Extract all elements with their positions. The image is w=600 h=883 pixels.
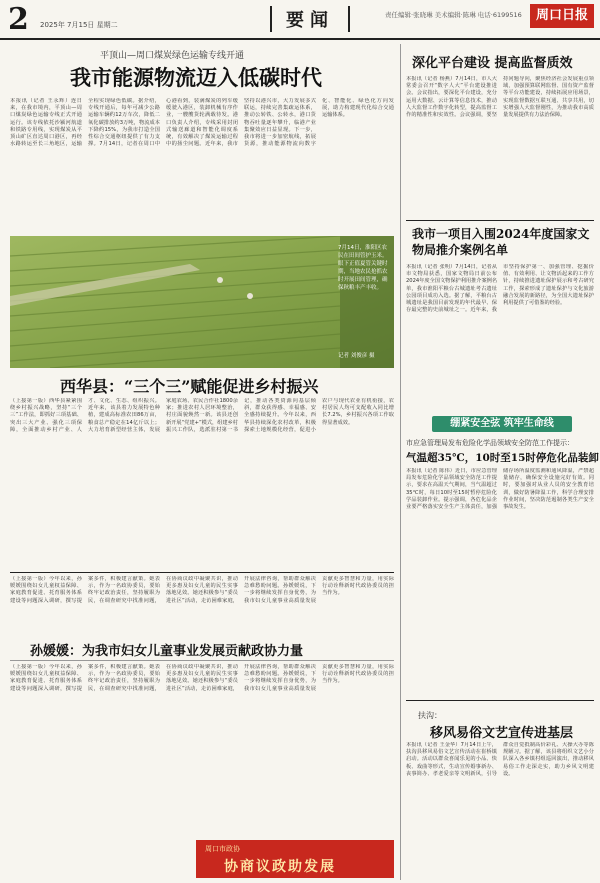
- section-title: 要闻: [270, 6, 350, 32]
- right2-article-body: 本报讯（记者 张明）7月14日，记者从市文物局获悉，国家文物局日前公布2024年度全国文物保护利用推介案例名单，我市淮阳平粮台古城遗址考古遗址公园项目成功入选。据了解，平粮台古城遗址是我国目前发现的年代最早、保存最完整的史前城址之一。近年来，我市坚持保护第一、加强管理、挖掘价值、有效利用、让文物活起来的工作方针，持续推进遗址保护展示和考古研究工作，探索形成了遗址保护与文化旅游融合发展的新路径，为全国大遗址保护利用提供了可借鉴的经验。: [406, 264, 594, 314]
- editor-credits: 责任编辑·张晓琳 美术编辑·陈琳 电话·6199516: [385, 11, 522, 19]
- sun-divider: [10, 660, 394, 661]
- divider-line: [10, 572, 394, 573]
- right-divider-2: [406, 700, 594, 701]
- farm-field-photo: [10, 236, 394, 368]
- newspaper-logo: 周口日报: [530, 4, 594, 28]
- sun-article-intro: （上接第一版）今年以来，孙媛媛围绕妇女儿童权益保障、家庭教育促进、托育服务体系建设等问题深入调研，撰写提案多件，积极建言献策。她表示，作为一名政协委员，要始终牢记政治责任，坚持履职为民，在调查研究中找准问题，在协商议政中凝聚共识，推动更多惠及妇女儿童的民生实事落地见效。她还积极参与“委员进社区”活动，走访困难家庭，开展法律咨询，帮助群众解决急难愁盼问题。孙媛媛说，下一步将继续发挥自身优势，为我市妇女儿童事业高质量发展贡献更多智慧和力量，用实际行动诠释新时代政协委员的担当作为。: [10, 576, 394, 604]
- cppcc-badge: 周口市政协: [205, 845, 240, 853]
- right4-headline: 移风易俗文艺宣传进基层: [430, 726, 574, 741]
- right4-kicker: 扶沟：: [418, 711, 442, 720]
- photo-credit: 记者 刘俊彦 摄: [338, 353, 375, 359]
- right1-article-body: 本报讯（记者 杨燕）7月14日，市人大常委会召开“数字人大”平台建设推进会。会议指出，要深化平台建设，充分运用大数据、云计算等信息技术，推动人大监督工作数字化转型，提高监督工作的精准性和实效性。会议强调，要坚持问题导向，聚焦经济社会发展重点领域，加强预算联网监督、国有资产监督等平台功能建设，持续拓展应用场景，实现监督数据互联互通、共享共用，切实增强人大监督刚性，为推动我市高质量发展提供有力法治保障。: [406, 76, 594, 119]
- column-divider: [400, 44, 401, 880]
- cppcc-slogan: 协商议政助发展: [224, 859, 336, 875]
- xihua-headline: 西华县：“三个三”赋能促进乡村振兴: [60, 377, 319, 396]
- right-divider-1: [406, 220, 594, 221]
- right3-kicker: 市应急管理局发布危险化学品领域安全防范工作提示：: [406, 439, 574, 447]
- right1-headline: 深化平台建设 提高监督质效: [412, 56, 573, 71]
- xihua-article-body: （上接第一版）西华县紧紧围绕乡村振兴战略，坚持“三个三”工作法，即抓好三项基础、突出三大产业、强化三项保障，全面推动乡村产业、人才、文化、生态、组织振兴。近年来，该县着力发展特色种植，建成高标准农田86万亩，粮食总产稳定在14亿斤以上；大力培育新型经营主体，发展家庭农场、农民合作社1800余家；推进农村人居环境整治，村庄面貌焕然一新。该县还创新开展“党建+”模式，组建乡村振兴工作队，选派驻村第一书记，推动各类资源向基层倾斜，群众获得感、幸福感、安全感持续提升。今年以来，西华县持续深化农村改革，积极探索土地规模化经营，促进小农户与现代农业有机衔接，农村居民人均可支配收入同比增长7.2%，乡村振兴各项工作取得显著成效。: [10, 398, 394, 433]
- sun-article-body: （上接第一版）今年以来，孙媛媛围绕妇女儿童权益保障、家庭教育促进、托育服务体系建设等问题深入调研，撰写提案多件，积极建言献策。她表示，作为一名政协委员，要始终牢记政治责任，坚持履职为民，在调查研究中找准问题，在协商议政中凝聚共识，推动更多惠及妇女儿童的民生实事落地见效。她还积极参与“委员进社区”活动，走访困难家庭，开展法律咨询，帮助群众解决急难愁盼问题。孙媛媛说，下一步将继续发挥自身优势，为我市妇女儿童事业高质量发展贡献更多智慧和力量，用实际行动诠释新时代政协委员的担当作为。: [10, 664, 394, 692]
- photo-caption: 7月14日，淮阳区农民在田间管护玉米。眼下正值夏管关键时期，当地农民抢抓农时开展田间管理，确保秋粮丰产丰收。: [338, 245, 388, 291]
- lead-kicker: 平顶山—周口煤炭绿色运输专线开通: [100, 51, 245, 61]
- issue-date: 2025年 7月15日 星期二: [40, 21, 118, 29]
- right3-headline: 气温超35℃，10时至15时停危化品装卸: [406, 452, 599, 464]
- right2-headline: 我市一项目入围2024年度国家文物局推介案例名单: [412, 227, 590, 257]
- sun-headline: 孙媛媛：为我市妇女儿童事业发展贡献政协力量: [30, 644, 304, 659]
- right4-article-body: 本报讯（记者 王金华）7月14日上午，扶沟县移风易俗文艺宣传活动在崔桥镇启动。活动以群众喜闻乐见的小品、快板、戏曲等形式，生动宣传婚事新办、丧事简办、孝老爱亲等文明新风，引导群众自觉抵制高价彩礼、大操大办等陈规陋习。据了解，该县将组织文艺小分队深入各乡镇村组巡回演出，推动移风易俗工作走深走实，助力乡风文明建设。: [406, 742, 594, 777]
- safety-banner: 绷紧安全弦 筑牢生命线: [432, 416, 572, 432]
- page-number: 2: [8, 2, 29, 37]
- farm-field-image: [10, 236, 394, 368]
- lead-article-body: 本报讯（记者 王永辉）连日来，在我市境内，平顶山—周口煤炭绿色运输专线正式开通运行。该专线依托沙颍河航道和铁路专用线，实现煤炭从平顶山矿区直达周口港区，再经水路转运至长三角地区，运输全程实现绿色低碳。据介绍，专线开通后，每年可减少公路运输车辆约12万车次，降低二氧化碳排放约3万吨，物流成本下降约15%，为我市打造全国性综合交通枢纽提供了有力支撑。7月14日，记者在周口中心港看到，装满煤炭的列车缓缓驶入港区，装卸机械有序作业，一艘艘货轮满载待发。港口负责人介绍，专线采用封闭式输送廊道和智能化调度系统，有效解决了煤炭运输过程中的扬尘问题。近年来，我市坚持以港兴市，大力发展多式联运，持续完善集疏运体系，推动公转铁、公转水，港口货物吞吐量逐年攀升，临港产业集聚效应日益显现。下一步，我市将进一步加密航线，拓展货源，推动能源物流向数字化、智能化、绿色化方向发展，助力构建现代化综合交通运输体系。: [10, 98, 394, 148]
- right3-article-body: 本报讯（记者 陈伟）近日，市应急管理局发布危险化学品领域安全防范工作提示，要求在高温天气期间，当气温超过35℃时，每日10时至15时暂停危险化学品装卸作业。提示强调，各危化品企业要严格落实安全生产主体责任，加强储存场所温度监测和通风降温，严禁超量储存，确保安全设施完好有效。同时，要加强对从业人员的安全教育培训，做好防暑降温工作，科学合理安排作业时间，坚决防范遏制各类生产安全事故发生。: [406, 468, 594, 511]
- lead-headline: 我市能源物流迈入低碳时代: [70, 65, 322, 90]
